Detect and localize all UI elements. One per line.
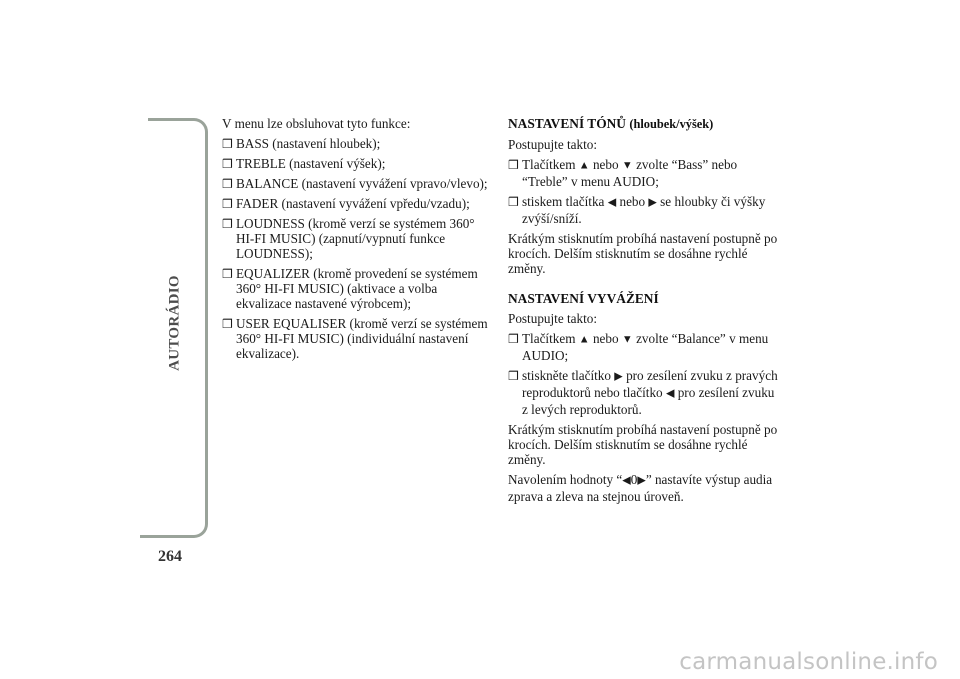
arrow-up-icon: ▲ — [578, 159, 590, 172]
balance-zero-note: Navolením hodnoty “◀0▶” nastavíte výstup audia zprava a zleva na stejnou úroveň. — [508, 472, 773, 504]
balance-step-2: ❒ stiskněte tlačítko ▶ pro zesílení zvuku z pravých reproduktorů nebo tlačítko ◀ pro zesílení zvuku z levých reproduktorů. — [508, 368, 778, 417]
list-item-text: FADER (nastavení vyvážení vpředu/vzadu); — [236, 196, 470, 211]
list-item — [222, 196, 494, 211]
list-item-text: TREBLE (nastavení výšek); — [236, 156, 386, 171]
checkbox-icon: ❒ — [222, 157, 233, 171]
checkbox-icon: ❒ — [222, 267, 233, 281]
section-side-label: AUTORÁDIO — [166, 275, 183, 371]
function-list — [222, 136, 494, 361]
list-item-text: USER EQUALISER (kromě verzí se systémem 360° HI-FI MUSIC) (individuální nastavení ekvalizace). — [236, 316, 488, 361]
arrow-left-icon: ◀ — [665, 387, 675, 400]
list-item-text: EQUALIZER (kromě provedení se systémem 360° HI-FI MUSIC) (aktivace a volba ekvalizace nastavené výrobcem); — [236, 266, 478, 311]
arrow-right-icon: ▶ — [614, 370, 623, 383]
list-item — [222, 216, 494, 261]
list-item — [222, 266, 494, 311]
checkbox-icon: ❒ — [222, 177, 233, 191]
list-item — [222, 316, 494, 361]
list-item — [222, 156, 494, 171]
tone-step-1: ❒ Tlačítkem ▲ nebo ▼ zvolte “Bass” nebo “Treble” v menu AUDIO; — [508, 157, 738, 189]
checkbox-icon: ❒ — [508, 369, 519, 383]
tone-subtitle: (hloubek/výšek) — [629, 117, 714, 131]
balance-step-1: ❒ Tlačítkem ▲ nebo ▼ zvolte “Balance” v menu AUDIO; — [508, 331, 769, 363]
list-item — [222, 136, 494, 151]
list-item-text: BASS (nastavení hloubek); — [236, 136, 381, 151]
watermark: carmanualsonline.info — [679, 649, 938, 675]
tone-intro: Postupujte takto: — [508, 137, 598, 152]
tone-heading — [508, 116, 778, 132]
checkbox-icon: ❒ — [222, 217, 233, 231]
arrow-up-icon: ▲ — [578, 333, 590, 346]
checkbox-icon: ❒ — [222, 317, 233, 331]
checkbox-icon: ❒ — [222, 137, 233, 151]
arrow-left-icon: ◀ — [607, 196, 617, 209]
checkbox-icon: ❒ — [508, 332, 519, 346]
tone-title: NASTAVENÍ TÓNŮ — [508, 116, 626, 131]
right-column — [508, 116, 778, 509]
balance-note: Krátkým stisknutím probíhá nastavení postupně po krocích. Delším stisknutím se dosáhne rychlé změny. — [508, 422, 778, 467]
arrow-down-icon: ▼ — [621, 333, 633, 346]
menu-intro: V menu lze obsluhovat tyto funkce: — [222, 116, 411, 131]
balance-intro: Postupujte takto: — [508, 311, 598, 326]
arrow-right-icon: ▶ — [637, 474, 646, 487]
left-column — [222, 116, 494, 366]
arrow-down-icon: ▼ — [621, 159, 633, 172]
checkbox-icon: ❒ — [508, 158, 519, 172]
balance-heading: NASTAVENÍ VYVÁŽENÍ — [508, 291, 659, 306]
list-item-text: BALANCE (nastavení vyvážení vpravo/vlevo); — [236, 176, 488, 191]
checkbox-icon: ❒ — [222, 197, 233, 211]
arrow-left-icon: ◀ — [622, 474, 631, 487]
checkbox-icon: ❒ — [508, 195, 519, 209]
arrow-right-icon: ▶ — [648, 196, 657, 209]
list-item-text: LOUDNESS (kromě verzí se systémem 360° HI-FI MUSIC) (zapnutí/vypnutí funkce LOUDNESS); — [236, 216, 475, 261]
page-number: 264 — [158, 548, 182, 565]
tone-note: Krátkým stisknutím probíhá nastavení postupně po krocích. Delším stisknutím se dosáhne rychlé změny. — [508, 231, 778, 276]
list-item — [222, 176, 494, 191]
tone-step-2: ❒ stiskem tlačítka ◀ nebo ▶ se hloubky či výšky zvýší/sníží. — [508, 194, 766, 226]
